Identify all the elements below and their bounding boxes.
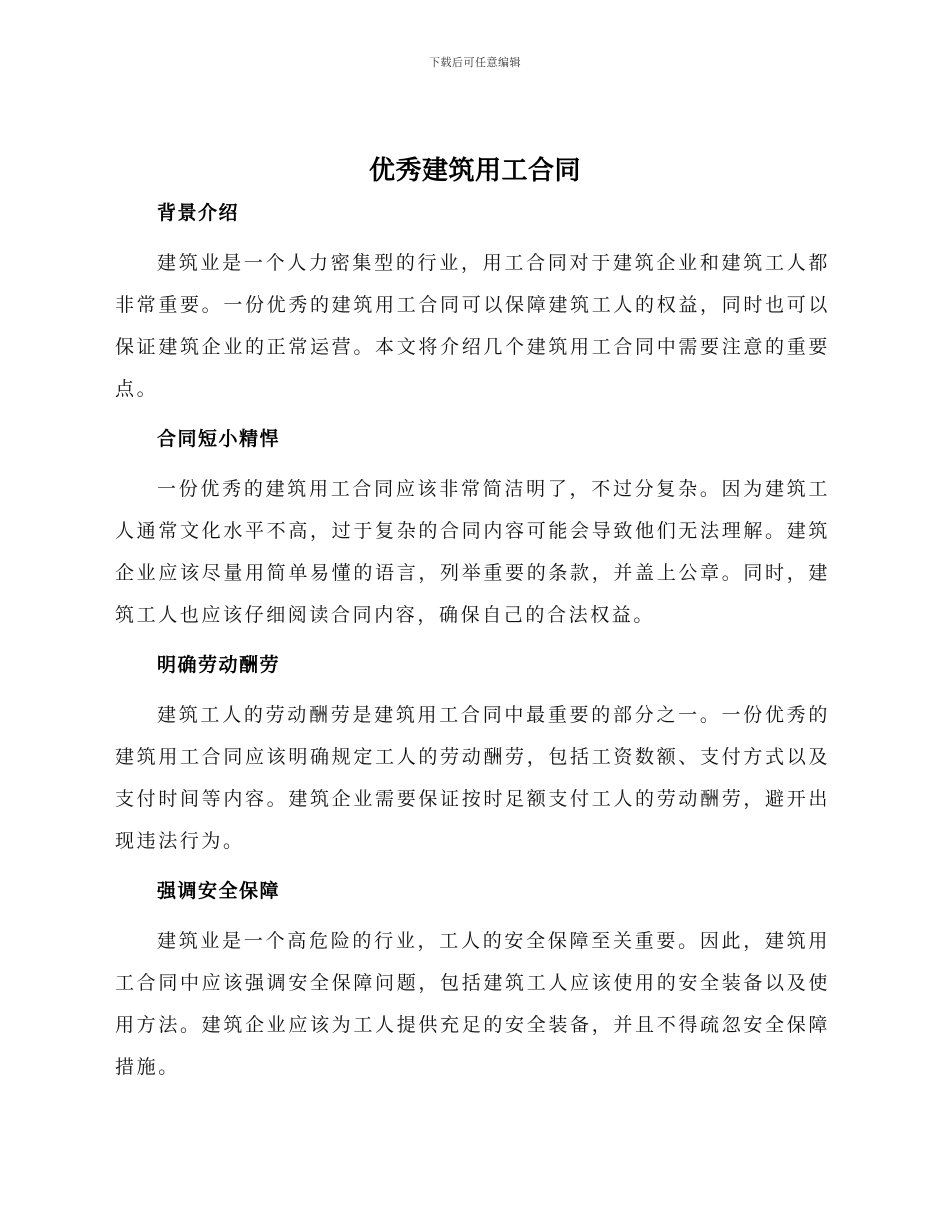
section-background <box>115 194 830 410</box>
section-paragraph: 一份优秀的建筑用工合同应该非常简洁明了，不过分复杂。因为建筑工人通常文化水平不高，过于复杂的合同内容可能会导致他们无法理解。建筑企业应该尽量用简单易懂的语言，列举重要的条款，并盖上公章。同时，建筑工人也应该仔细阅读合同内容，确保自己的合法权益。 <box>115 478 830 626</box>
section-paragraph: 建筑业是一个人力密集型的行业，用工合同对于建筑企业和建筑工人都非常重要。一份优秀的建筑用工合同可以保障建筑工人的权益，同时也可以保证建筑企业的正常运营。本文将介绍几个建筑用工合同中需要注意的重要点。 <box>115 252 830 400</box>
document-body <box>115 194 830 1098</box>
section-safety <box>115 872 830 1088</box>
section-labor-pay <box>115 646 830 862</box>
section-concise-contract <box>115 420 830 636</box>
section-heading: 明确劳动酬劳 <box>157 654 281 676</box>
section-heading: 合同短小精悍 <box>157 428 281 450</box>
header-note: 下载后可任意编辑 <box>429 56 521 69</box>
section-heading: 强调安全保障 <box>157 880 281 902</box>
section-heading: 背景介绍 <box>157 202 240 224</box>
section-paragraph: 建筑工人的劳动酬劳是建筑用工合同中最重要的部分之一。一份优秀的建筑用工合同应该明确规定工人的劳动酬劳，包括工资数额、支付方式以及支付时间等内容。建筑企业需要保证按时足额支付工人的劳动酬劳，避开出现违法行为。 <box>115 704 830 852</box>
document-title: 优秀建筑用工合同 <box>368 156 581 186</box>
section-paragraph: 建筑业是一个高危险的行业，工人的安全保障至关重要。因此，建筑用工合同中应该强调安全保障问题，包括建筑工人应该使用的安全装备以及使用方法。建筑企业应该为工人提供充足的安全装备，并且不得疏忽安全保障措施。 <box>115 930 830 1078</box>
